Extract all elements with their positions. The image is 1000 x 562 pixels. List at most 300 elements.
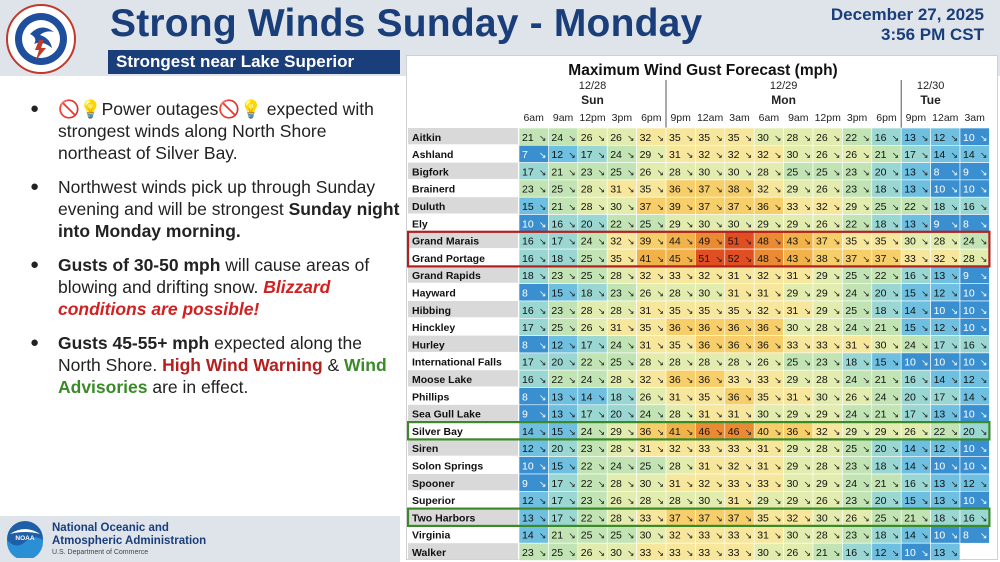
gust-value: 17 <box>580 149 593 162</box>
gust-value: 14 <box>580 391 593 404</box>
wind-direction-icon: ↘ <box>803 184 811 195</box>
wind-direction-icon: ↘ <box>979 513 988 524</box>
wind-direction-icon: ↘ <box>627 219 635 230</box>
wind-direction-icon: ↘ <box>862 305 870 316</box>
wind-direction-icon: ↘ <box>715 426 723 437</box>
wind-direction-icon: ↘ <box>538 253 547 264</box>
gust-value: 32 <box>639 374 652 386</box>
wind-direction-icon: ↘ <box>803 288 811 299</box>
wind-direction-icon: ↘ <box>921 513 929 524</box>
wind-direction-icon: ↘ <box>627 323 635 334</box>
wind-direction-icon: ↘ <box>774 271 782 282</box>
gust-value: 30 <box>698 166 711 179</box>
gust-value: 30 <box>786 149 799 162</box>
gust-value: 31 <box>610 183 622 196</box>
wind-direction-icon: ↘ <box>803 132 811 143</box>
wind-direction-icon: ↘ <box>656 132 664 143</box>
gust-value: 29 <box>610 425 622 438</box>
wind-direction-icon: ↘ <box>950 409 958 420</box>
gust-value: 28 <box>610 304 622 317</box>
gust-value: 33 <box>816 339 828 352</box>
wind-direction-icon: ↘ <box>921 357 929 368</box>
time-label: 3am <box>964 112 985 124</box>
wind-direction-icon: ↘ <box>803 236 811 247</box>
gust-value: 29 <box>786 287 799 300</box>
wind-direction-icon: ↘ <box>715 513 723 524</box>
gust-value: 15 <box>522 201 534 213</box>
gust-value: 29 <box>816 270 828 283</box>
gust-value: 18 <box>874 529 887 542</box>
wind-direction-icon: ↘ <box>597 323 606 334</box>
gust-value: 12 <box>551 339 564 352</box>
wind-direction-icon: ↘ <box>921 426 929 437</box>
gust-value: 13 <box>551 391 564 404</box>
gust-value: 28 <box>669 460 681 473</box>
gust-value: 33 <box>727 443 740 456</box>
wind-direction-icon: ↘ <box>832 478 841 489</box>
gust-value: 18 <box>874 460 887 473</box>
wind-direction-icon: ↘ <box>538 548 547 558</box>
page-subtitle: Strongest near Lake Superior <box>108 50 400 74</box>
gust-value: 30 <box>786 529 799 542</box>
wind-direction-icon: ↘ <box>538 340 547 351</box>
wind-direction-icon: ↘ <box>538 305 547 316</box>
wind-direction-icon: ↘ <box>538 132 547 143</box>
wind-direction-icon: ↘ <box>979 236 988 247</box>
gust-value: 31 <box>727 287 740 300</box>
wind-direction-icon: ↘ <box>774 288 782 299</box>
gust-value: 26 <box>816 131 828 144</box>
gust-value: 26 <box>816 218 828 231</box>
wind-direction-icon: ↘ <box>979 150 988 161</box>
wind-direction-icon: ↘ <box>979 357 988 368</box>
gust-value: 37 <box>874 252 887 265</box>
gust-value: 14 <box>522 529 534 542</box>
wind-direction-icon: ↘ <box>891 496 900 507</box>
gust-value: 22 <box>845 131 858 144</box>
wind-direction-icon: ↘ <box>627 253 635 264</box>
gust-value: 30 <box>698 495 711 508</box>
gust-value: 32 <box>727 149 740 162</box>
gust-value: 41 <box>669 425 681 438</box>
wind-direction-icon: ↘ <box>627 271 635 282</box>
gust-value: 18 <box>874 218 887 231</box>
location-label: International Falls <box>412 356 502 369</box>
wind-direction-icon: ↘ <box>950 530 958 541</box>
wind-direction-icon: ↘ <box>862 461 870 472</box>
gust-value: 30 <box>816 512 828 525</box>
wind-direction-icon: ↘ <box>568 323 576 334</box>
wind-direction-icon: ↘ <box>744 236 753 247</box>
wind-direction-icon: ↘ <box>979 167 988 178</box>
gust-value: 33 <box>698 547 711 559</box>
gust-value: 35 <box>727 304 740 317</box>
gust-value: 7 <box>522 149 528 162</box>
wind-direction-icon: ↘ <box>685 150 694 161</box>
gust-value: 28 <box>963 252 975 265</box>
wind-direction-icon: ↘ <box>715 323 723 334</box>
wind-direction-icon: ↘ <box>950 548 958 558</box>
location-label: Silver Bay <box>412 425 463 438</box>
gust-value: 28 <box>610 477 622 490</box>
gust-value: 12 <box>933 287 946 300</box>
gust-value: 36 <box>727 322 740 335</box>
gust-value: 31 <box>727 408 740 421</box>
wind-direction-icon: ↘ <box>744 219 753 230</box>
gust-value: 12 <box>874 547 887 559</box>
wind-direction-icon: ↘ <box>862 357 870 368</box>
wind-direction-icon: ↘ <box>891 444 900 455</box>
gust-value: 29 <box>786 460 799 473</box>
gust-value: 31 <box>757 460 769 473</box>
gust-value: 10 <box>963 460 975 473</box>
gust-value: 30 <box>639 477 652 490</box>
location-label: Grand Rapids <box>412 270 481 283</box>
gust-value: 24 <box>580 374 593 386</box>
gust-value: 26 <box>639 391 652 404</box>
wind-direction-icon: ↘ <box>950 478 958 489</box>
gust-value: 31 <box>698 408 711 421</box>
wind-direction-icon: ↘ <box>803 271 811 282</box>
wind-direction-icon: ↘ <box>803 202 811 212</box>
wind-direction-icon: ↘ <box>950 513 958 524</box>
gust-value: 25 <box>580 270 593 283</box>
gust-value: 23 <box>580 495 593 508</box>
wind-direction-icon: ↘ <box>832 426 841 437</box>
gust-value: 9 <box>522 408 528 421</box>
wind-direction-icon: ↘ <box>950 426 958 437</box>
wind-direction-icon: ↘ <box>832 305 841 316</box>
wind-direction-icon: ↘ <box>921 444 929 455</box>
wind-direction-icon: ↘ <box>744 288 753 299</box>
gust-value: 20 <box>874 495 887 508</box>
wind-direction-icon: ↘ <box>715 253 723 264</box>
chart-title: Maximum Wind Gust Forecast (mph) <box>568 62 838 79</box>
wind-direction-icon: ↘ <box>832 323 841 334</box>
gust-value: 29 <box>816 477 828 490</box>
gust-value: 10 <box>963 408 975 421</box>
gust-value: 14 <box>904 304 916 317</box>
wind-direction-icon: ↘ <box>832 409 841 420</box>
gust-value: 12 <box>933 322 946 335</box>
wind-direction-icon: ↘ <box>774 496 782 507</box>
wind-direction-icon: ↘ <box>568 219 576 230</box>
wind-direction-icon: ↘ <box>685 409 694 420</box>
gust-value: 17 <box>551 477 564 490</box>
wind-direction-icon: ↘ <box>979 323 988 334</box>
gust-value: 32 <box>698 270 711 283</box>
wind-direction-icon: ↘ <box>656 323 664 334</box>
gust-value: 29 <box>786 408 799 421</box>
wind-direction-icon: ↘ <box>715 548 723 558</box>
gust-value: 35 <box>698 391 711 404</box>
gust-value: 28 <box>669 356 681 369</box>
gust-value: 24 <box>610 339 622 352</box>
gust-value: 15 <box>904 287 916 300</box>
wind-direction-icon: ↘ <box>627 426 635 437</box>
gust-value: 23 <box>551 304 564 317</box>
wind-direction-icon: ↘ <box>774 236 782 247</box>
wind-direction-icon: ↘ <box>891 548 900 558</box>
wind-direction-icon: ↘ <box>950 288 958 299</box>
gust-value: 35 <box>639 183 652 196</box>
gust-value: 13 <box>904 166 916 179</box>
gust-value: 32 <box>610 235 622 248</box>
gust-value: 29 <box>757 495 769 508</box>
wind-direction-icon: ↘ <box>891 478 900 489</box>
gust-value: 13 <box>933 408 946 421</box>
gust-value: 10 <box>933 304 946 317</box>
gust-value: 23 <box>580 443 593 456</box>
noaa-logo-icon <box>6 520 44 558</box>
gust-value: 20 <box>874 443 887 456</box>
gust-value: 31 <box>639 304 652 317</box>
gust-value: 14 <box>904 443 916 456</box>
gust-value: 43 <box>786 235 799 248</box>
wind-direction-icon: ↘ <box>862 444 870 455</box>
wind-direction-icon: ↘ <box>538 184 547 195</box>
wind-gust-heatmap <box>407 56 999 561</box>
wind-direction-icon: ↘ <box>597 253 606 264</box>
gust-value: 37 <box>845 252 858 265</box>
gust-value: 25 <box>845 270 858 283</box>
gust-value: 36 <box>727 391 740 404</box>
wind-direction-icon: ↘ <box>656 478 664 489</box>
gust-value: 31 <box>698 460 711 473</box>
wind-direction-icon: ↘ <box>979 202 988 212</box>
gust-value: 36 <box>698 322 711 335</box>
gust-value: 18 <box>551 252 564 265</box>
gust-value: 28 <box>816 374 828 386</box>
wind-direction-icon: ↘ <box>627 530 635 541</box>
gust-value: 25 <box>874 512 887 525</box>
wind-direction-icon: ↘ <box>656 426 664 437</box>
gust-value: 13 <box>933 477 946 490</box>
wind-direction-icon: ↘ <box>715 375 723 385</box>
gust-value: 23 <box>551 270 564 283</box>
wind-direction-icon: ↘ <box>568 548 576 558</box>
bullet-gusts-45-55: ● Gusts 45-55+ mph expected along the North Shore. High Wind Warning & Wind Advisories are in effect. <box>30 332 400 398</box>
gust-value: 29 <box>845 201 858 213</box>
wind-direction-icon: ↘ <box>715 357 723 368</box>
gust-value: 15 <box>904 495 916 508</box>
wind-direction-icon: ↘ <box>862 167 870 178</box>
gust-value: 26 <box>816 495 828 508</box>
gust-value: 29 <box>786 218 799 231</box>
wind-direction-icon: ↘ <box>656 444 664 455</box>
time-label: 9pm <box>670 112 691 124</box>
gust-value: 32 <box>698 149 711 162</box>
wind-direction-icon: ↘ <box>568 392 576 403</box>
wind-direction-icon: ↘ <box>774 132 782 143</box>
wind-direction-icon: ↘ <box>891 323 900 334</box>
day-name-label: Sun <box>581 93 604 107</box>
gust-value: 28 <box>639 356 652 369</box>
gust-value: 17 <box>551 495 564 508</box>
gust-value: 10 <box>963 131 975 144</box>
wind-direction-icon: ↘ <box>921 271 929 282</box>
wind-direction-icon: ↘ <box>627 392 635 403</box>
noaa-department: U.S. Department of Commerce <box>52 549 149 556</box>
wind-direction-icon: ↘ <box>921 340 929 351</box>
wind-direction-icon: ↘ <box>627 357 635 368</box>
wind-direction-icon: ↘ <box>891 392 900 403</box>
wind-direction-icon: ↘ <box>568 375 576 385</box>
gust-value: 32 <box>786 512 799 525</box>
gust-value: 13 <box>904 131 916 144</box>
wind-direction-icon: ↘ <box>803 305 811 316</box>
wind-direction-icon: ↘ <box>715 478 723 489</box>
gust-value: 31 <box>669 391 681 404</box>
wind-direction-icon: ↘ <box>715 271 723 282</box>
gust-value: 31 <box>757 443 769 456</box>
location-label: Ely <box>412 218 428 231</box>
wind-direction-icon: ↘ <box>656 288 664 299</box>
location-label: Hibbing <box>412 304 452 317</box>
wind-direction-icon: ↘ <box>774 305 782 316</box>
wind-direction-icon: ↘ <box>921 202 929 212</box>
gust-value: 21 <box>874 322 887 335</box>
wind-direction-icon: ↘ <box>862 426 870 437</box>
gust-value: 38 <box>727 183 740 196</box>
wind-direction-icon: ↘ <box>921 219 929 230</box>
gust-value: 10 <box>904 356 916 369</box>
wind-direction-icon: ↘ <box>832 219 841 230</box>
wind-direction-icon: ↘ <box>744 478 753 489</box>
wind-direction-icon: ↘ <box>744 548 753 558</box>
wind-direction-icon: ↘ <box>979 288 988 299</box>
location-label: Virginia <box>412 529 451 542</box>
gust-value: 37 <box>816 235 828 248</box>
wind-direction-icon: ↘ <box>774 461 782 472</box>
gust-value: 22 <box>580 356 593 369</box>
wind-direction-icon: ↘ <box>803 340 811 351</box>
wind-direction-icon: ↘ <box>950 219 958 230</box>
gust-value: 8 <box>522 339 528 352</box>
gust-value: 32 <box>757 270 769 283</box>
gust-value: 35 <box>698 304 711 317</box>
wind-direction-icon: ↘ <box>832 461 841 472</box>
gust-value: 33 <box>727 477 740 490</box>
gust-value: 17 <box>933 339 946 352</box>
wind-direction-icon: ↘ <box>685 167 694 178</box>
wind-direction-icon: ↘ <box>685 426 694 437</box>
gust-value: 21 <box>551 166 564 179</box>
gust-value: 18 <box>874 304 887 317</box>
gust-value: 33 <box>669 270 681 283</box>
location-label: Hayward <box>412 287 456 300</box>
wind-direction-icon: ↘ <box>950 253 958 264</box>
wind-direction-icon: ↘ <box>950 167 958 178</box>
wind-direction-icon: ↘ <box>685 496 694 507</box>
wind-direction-icon: ↘ <box>979 409 988 420</box>
wind-direction-icon: ↘ <box>891 340 900 351</box>
wind-direction-icon: ↘ <box>656 530 664 541</box>
gust-value: 28 <box>669 166 681 179</box>
gust-value: 20 <box>874 166 887 179</box>
time-label: 12pm <box>814 112 841 124</box>
wind-direction-icon: ↘ <box>950 271 958 282</box>
wind-direction-icon: ↘ <box>950 305 958 316</box>
wind-direction-icon: ↘ <box>921 548 929 558</box>
wind-direction-icon: ↘ <box>891 271 900 282</box>
wind-direction-icon: ↘ <box>597 461 606 472</box>
gust-value: 8 <box>933 166 940 179</box>
wind-direction-icon: ↘ <box>862 253 870 264</box>
wind-direction-icon: ↘ <box>862 478 870 489</box>
gust-value: 13 <box>551 408 564 421</box>
day-name-label: Tue <box>920 93 941 107</box>
gust-value: 16 <box>874 131 887 144</box>
wind-direction-icon: ↘ <box>803 548 811 558</box>
time-label: 6am <box>758 112 780 124</box>
gust-value: 12 <box>933 443 946 456</box>
gust-value: 31 <box>669 149 681 162</box>
gust-value: 26 <box>845 512 858 525</box>
wind-direction-icon: ↘ <box>832 530 841 541</box>
wind-direction-icon: ↘ <box>656 305 664 316</box>
gust-value: 51 <box>727 235 740 248</box>
time-label: 3pm <box>846 112 868 124</box>
wind-direction-icon: ↘ <box>627 288 635 299</box>
gust-value: 29 <box>786 443 799 456</box>
wind-direction-icon: ↘ <box>891 530 900 541</box>
wind-direction-icon: ↘ <box>950 150 958 161</box>
wind-direction-icon: ↘ <box>862 150 870 161</box>
gust-value: 28 <box>610 443 622 456</box>
gust-value: 16 <box>963 339 975 352</box>
wind-direction-icon: ↘ <box>568 426 576 437</box>
gust-value: 12 <box>963 477 975 490</box>
time-label: 3pm <box>611 112 633 124</box>
gust-value: 39 <box>639 235 652 248</box>
issue-time <box>831 5 984 45</box>
location-label: Spooner <box>412 477 455 490</box>
wind-direction-icon: ↘ <box>744 513 753 524</box>
gust-value: 16 <box>522 374 534 386</box>
gust-value: 22 <box>580 460 593 473</box>
location-label: Sea Gull Lake <box>412 408 481 421</box>
issue-clock: 3:56 PM CST <box>881 25 984 44</box>
gust-value: 16 <box>963 201 975 213</box>
gust-value: 25 <box>845 443 858 456</box>
wind-direction-icon: ↘ <box>715 236 723 247</box>
gust-value: 21 <box>874 149 887 162</box>
gust-value: 21 <box>522 131 534 144</box>
location-label: Moose Lake <box>412 374 473 386</box>
gust-value: 36 <box>669 183 681 196</box>
gust-value: 17 <box>933 391 946 404</box>
gust-value: 26 <box>757 356 769 369</box>
time-label: 9pm <box>905 112 927 124</box>
wind-direction-icon: ↘ <box>656 202 664 212</box>
gust-value: 14 <box>904 529 916 542</box>
wind-direction-icon: ↘ <box>803 219 811 230</box>
gust-value: 18 <box>845 356 858 369</box>
wind-gust-chart-panel <box>406 55 998 560</box>
gust-value: 8 <box>522 287 528 300</box>
gust-value: 16 <box>522 252 534 265</box>
gust-value: 24 <box>874 391 887 404</box>
gust-value: 18 <box>933 512 946 525</box>
wind-direction-icon: ↘ <box>979 184 988 195</box>
wind-direction-icon: ↘ <box>891 288 900 299</box>
wind-direction-icon: ↘ <box>568 496 576 507</box>
wind-direction-icon: ↘ <box>627 167 635 178</box>
wind-direction-icon: ↘ <box>979 461 988 472</box>
gust-value: 22 <box>580 512 593 525</box>
wind-direction-icon: ↘ <box>744 444 753 455</box>
